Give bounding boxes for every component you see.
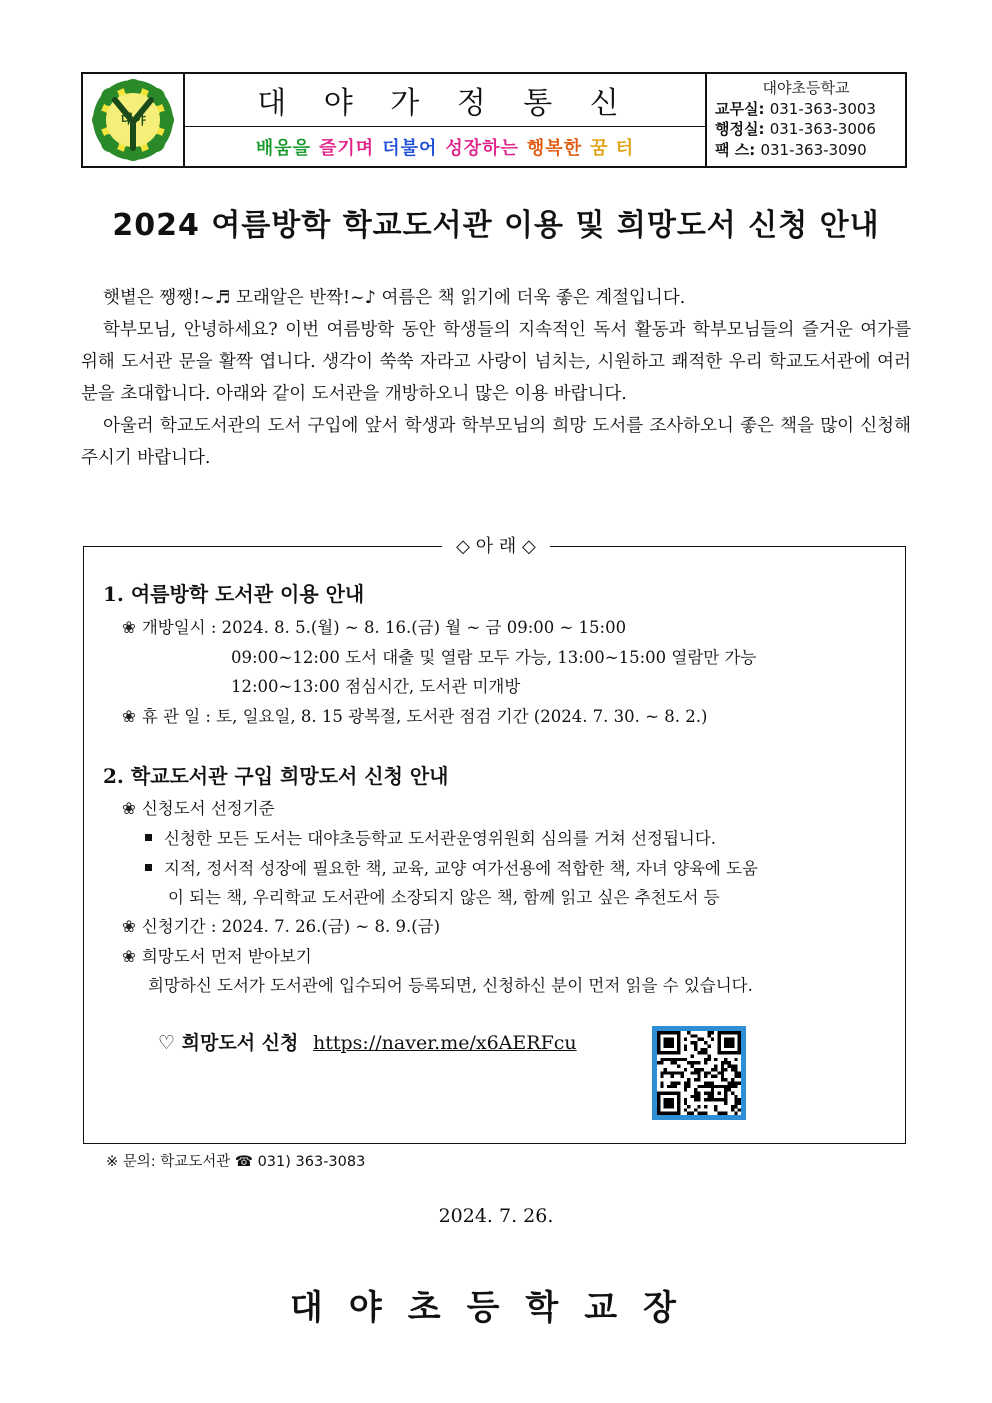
motto-word: 배움을 xyxy=(255,137,312,159)
preview-detail: 희망하신 도서가 도서관에 입수되어 등록되면, 신청하신 분이 먼저 읽을 수 있습니다. xyxy=(148,976,753,995)
motto-word: 성장하는 xyxy=(445,137,519,159)
newsletter-header xyxy=(81,72,907,168)
criteria-item-2-cont: 이 되는 책, 우리학교 도서관에 소장되지 않은 책, 함께 읽고 싶은 추천도서 등 xyxy=(168,888,720,907)
school-emblem-icon xyxy=(89,76,177,164)
contact-value: 031-363-3003 xyxy=(769,99,876,118)
motto-word: 행복한 xyxy=(526,137,583,159)
criteria-item-2 xyxy=(145,855,758,879)
motto-word: 꿈 터 xyxy=(590,137,635,159)
issue-date: 2024. 7. 26. xyxy=(438,1205,554,1227)
open-detail-2: 12:00~13:00 점심시간, 도서관 미개방 xyxy=(231,677,521,696)
flower-bullet-icon: ❀ xyxy=(122,618,136,637)
flower-bullet-icon: ❀ xyxy=(122,707,136,726)
closed-days-text: 휴 관 일 : 토, 일요일, 8. 15 광복절, 도서관 점검 기간 (2024. 7. 30. ~ 8. 2.) xyxy=(141,707,708,726)
contact-value: 031-363-3090 xyxy=(760,140,867,159)
motto-word: 즐기며 xyxy=(319,137,375,159)
contact-label: 행정실: xyxy=(715,120,770,138)
contact-row xyxy=(715,119,897,140)
square-bullet-icon xyxy=(145,834,152,841)
motto-word: 더불어 xyxy=(382,137,438,159)
open-detail-1: 09:00~12:00 도서 대출 및 열람 모두 가능, 13:00~15:00 열람만 가능 xyxy=(231,648,757,667)
school-contact-info xyxy=(707,74,905,166)
header-title-row xyxy=(185,74,705,127)
preview-title xyxy=(122,943,312,967)
contact-row xyxy=(715,99,897,120)
document-title: 2024 여름방학 학교도서관 이용 및 희망도서 신청 안내 xyxy=(112,208,880,243)
qr-code-icon xyxy=(657,1031,741,1115)
criteria-item-text: 지적, 정서적 성장에 필요한 책, 교육, 교양 여가선용에 적합한 책, 자녀 양육에 도움 xyxy=(164,859,758,878)
apply-label: ♡ 희망도서 신청 xyxy=(158,1032,299,1054)
intro-text xyxy=(81,282,911,474)
contact-row xyxy=(715,140,897,161)
apply-line xyxy=(158,1028,577,1055)
school-motto xyxy=(185,127,705,166)
contact-label: 팩 스: xyxy=(715,140,761,159)
flower-bullet-icon: ❀ xyxy=(122,799,136,818)
section1-title: 1. 여름방학 도서관 이용 안내 xyxy=(103,582,365,606)
criteria-title-text: 신청도서 선정기준 xyxy=(141,799,275,818)
closed-days-line xyxy=(122,703,707,727)
contact-list xyxy=(715,99,897,161)
qr-code[interactable] xyxy=(652,1026,746,1120)
newsletter-title: 대 야 가 정 통 신 xyxy=(257,86,633,121)
preview-title-text: 희망도서 먼저 받아보기 xyxy=(141,947,312,966)
application-period xyxy=(122,913,440,937)
notice-label: ◇ 아 래 ◇ xyxy=(442,536,550,557)
principal-signature: 대야초등학교장 xyxy=(290,1288,702,1328)
svg-text:대야: 대야 xyxy=(120,113,146,128)
open-hours-text: 개방일시 : 2024. 8. 5.(월) ~ 8. 16.(금) 월 ~ 금 09:00 ~ 15:00 xyxy=(141,618,627,637)
square-bullet-icon xyxy=(145,864,152,871)
contact-value: 031-363-3006 xyxy=(769,120,876,138)
contact-note: ※ 문의: 학교도서관 ☎ 031) 363-3083 xyxy=(106,1154,366,1170)
section2-title: 2. 학교도서관 구입 희망도서 신청 안내 xyxy=(103,764,449,788)
school-logo xyxy=(83,74,185,166)
criteria-title xyxy=(122,795,275,819)
contact-label: 교무실: xyxy=(715,99,770,118)
intro-paragraph: 햇볕은 쨍쨍!~♬ 모래알은 반짝!~♪ 여름은 책 읽기에 더욱 좋은 계절입니다. xyxy=(103,288,686,308)
intro-paragraph: 학부모님, 안녕하세요? 이번 여름방학 동안 학생들의 지속적인 독서 활동과 학부모님들의 즐거운 여가를 위해 도서관 문을 활짝 엽니다. 생각이 쑥쑥 자라고 사랑이 넘치는, 시원하고 쾌적한 우리 학교도서관에 여러분을 초대합니다. 아래와 같이 도서관을 개방하오니 많은 이용 바랍니다. xyxy=(81,320,911,404)
notice-label-wrap xyxy=(0,532,992,558)
flower-bullet-icon: ❀ xyxy=(122,947,136,966)
apply-link[interactable]: https://naver.me/x6AERFcu xyxy=(313,1032,577,1054)
school-name: 대야초등학교 xyxy=(762,79,850,97)
application-period-text: 신청기간 : 2024. 7. 26.(금) ~ 8. 9.(금) xyxy=(141,917,441,936)
criteria-item-1 xyxy=(145,825,716,849)
criteria-item-text: 신청한 모든 도서는 대야초등학교 도서관운영위원회 심의를 거쳐 선정됩니다. xyxy=(164,829,717,848)
intro-paragraph: 아울러 학교도서관의 도서 구입에 앞서 학생과 학부모님의 희망 도서를 조사하오니 좋은 책을 많이 신청해 주시기 바랍니다. xyxy=(81,416,911,468)
flower-bullet-icon: ❀ xyxy=(122,917,136,936)
header-center xyxy=(185,74,707,166)
open-hours-line xyxy=(122,614,626,638)
